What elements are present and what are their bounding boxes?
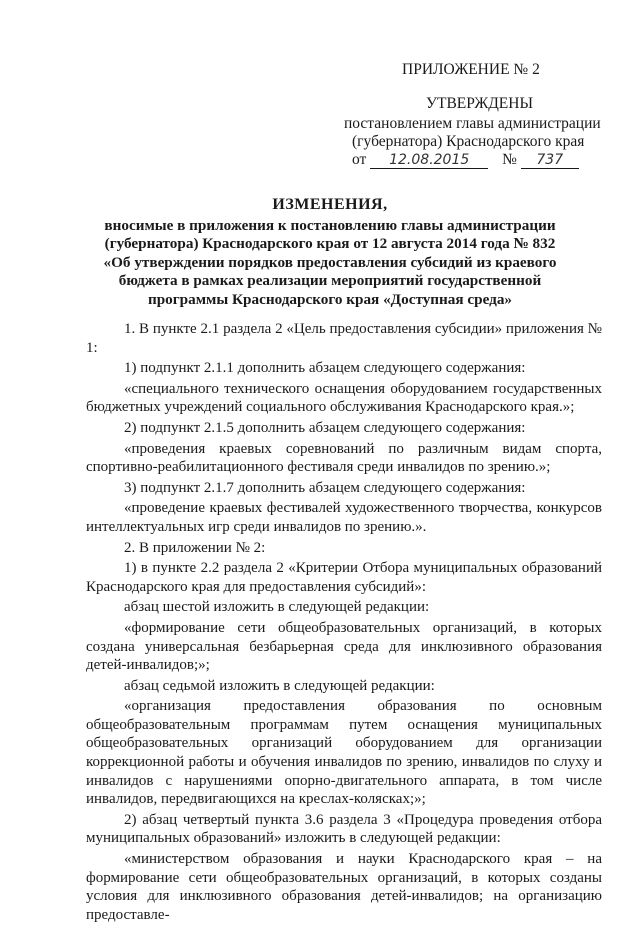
paragraph: «организация предоставления образования по основным общеобразовательным программам путем оснащения муниципальных общеобразовательных организаций оборудованием для организации коррекционной работы и обучения инвалидов по зрению, инвалидов по слуху и инвалидов с нарушениями опорно-двигательного аппарата, в том числе инвалидов, передвигающихся на креслах-колясках;»;	[86, 698, 602, 808]
document-body	[86, 320, 602, 926]
approval-line-2: (губернатора) Краснодарского края	[352, 133, 585, 150]
subtitle-line: вносимые в приложения к постановлению главы администрации	[104, 216, 556, 234]
paragraph: «министерством образования и науки Краснодарского края – на формирование сети общеобразовательных организаций, в которых созданы условия для инклюзивного образования детей-инвалидов; на организацию предоставле-	[86, 851, 602, 923]
paragraph: 1. В пункте 2.1 раздела 2 «Цель предоставления субсидии» приложения № 1:	[86, 321, 602, 356]
paragraph: «формирование сети общеобразовательных организаций, в которых создана универсальная безбарьерная среда для инклюзивного образования детей-инвалидов;»;	[86, 619, 602, 674]
date-value: 12.08.2015	[370, 151, 488, 169]
document-title	[60, 196, 600, 309]
paragraph: 2) подпункт 2.1.5 дополнить абзацем следующего содержания:	[124, 419, 526, 436]
date-prefix: от	[352, 151, 367, 168]
paragraph: абзац седьмой изложить в следующей редакции:	[124, 677, 435, 694]
paragraph: «проведения краевых соревнований по различным видам спорта, спортивно-реабилитационного фестиваля среди инвалидов по зрению.»;	[86, 440, 602, 476]
subtitle-line: (губернатора) Краснодарского края от 12 августа 2014 года № 832	[104, 235, 556, 252]
subtitle-line: «Об утверждении порядков предоставления субсидий из краевого	[103, 253, 557, 271]
number-value: 737	[521, 151, 579, 169]
subtitle-line: бюджета в рамках реализации мероприятий государственной	[118, 272, 542, 289]
number-prefix: №	[502, 151, 517, 168]
paragraph: 2) абзац четвертый пункта 3.6 раздела 3 «Процедура проведения отбора муниципальных образований» изложить в следующей редакции:	[86, 811, 602, 847]
approval-line-1: постановлением главы администрации	[344, 115, 601, 132]
subtitle-line: программы Краснодарского края «Доступная среда»	[147, 290, 513, 308]
paragraph: абзац шестой изложить в следующей редакции:	[124, 599, 430, 616]
paragraph: 3) подпункт 2.1.7 дополнить абзацем следующего содержания:	[124, 479, 526, 496]
paragraph: «проведение краевых фестивалей художественного творчества, конкурсов интеллектуальных игр среди инвалидов по зрению.».	[86, 500, 602, 535]
approval-date-line	[352, 151, 579, 169]
appendix-label: ПРИЛОЖЕНИЕ № 2	[402, 61, 540, 78]
paragraph: 1) в пункте 2.2 раздела 2 «Критерии Отбора муниципальных образований Краснодарского края для предоставления субсидий»:	[86, 560, 602, 595]
paragraph: «специального технического оснащения оборудованием государственных бюджетных учреждений социального обслуживания Краснодарского края.»;	[86, 380, 602, 416]
paragraph: 1) подпункт 2.1.1 дополнить абзацем следующего содержания:	[124, 360, 526, 377]
title-heading: ИЗМЕНЕНИЯ,	[272, 196, 388, 213]
paragraph: 2. В приложении № 2:	[124, 539, 266, 556]
approved-label: УТВЕРЖДЕНЫ	[426, 95, 533, 112]
